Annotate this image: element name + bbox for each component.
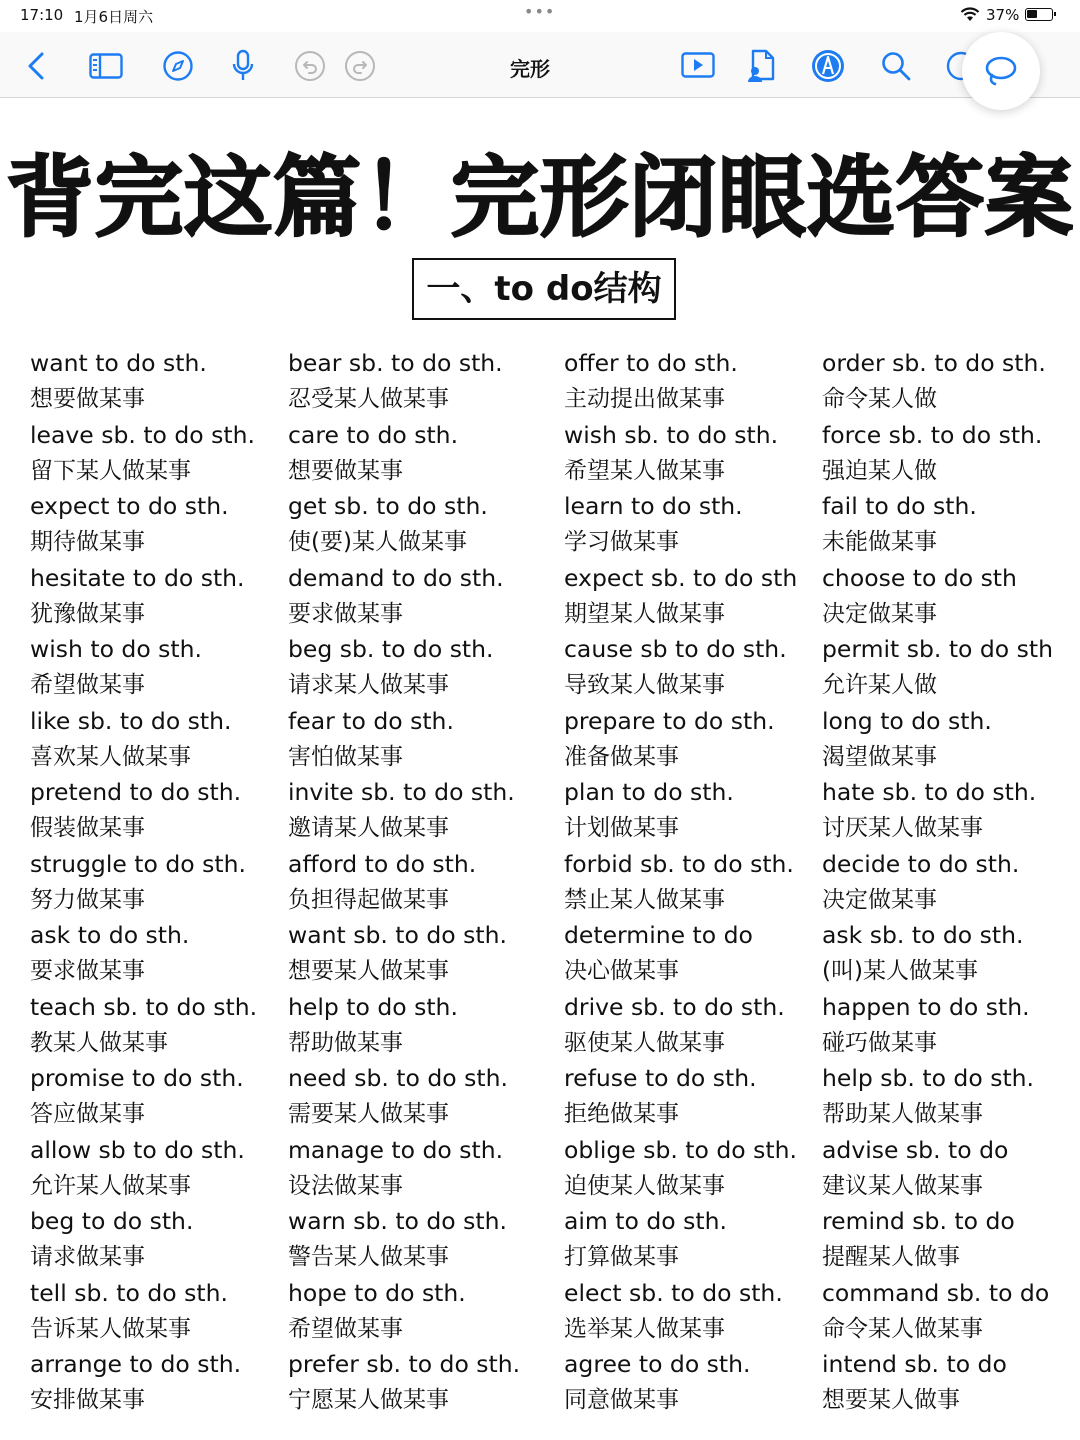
phrase-english: wish to do sth. (30, 635, 203, 663)
phrase-chinese: 决心做某事 (564, 958, 679, 984)
phrase-english: oblige sb. to do sth. (564, 1135, 797, 1164)
phrase-entry (30, 489, 257, 561)
phrase-english: agree to do sth. (564, 1350, 751, 1378)
phrase-chinese: 留下某人做某事 (30, 457, 191, 484)
phrase-english: help sb. to do sth. (822, 1064, 1035, 1092)
undo-button[interactable] (292, 48, 328, 84)
phrase-chinese: 计划做某事 (564, 815, 679, 841)
phrase-entry (822, 346, 1053, 418)
phrase-chinese: 允许某人做 (822, 672, 937, 698)
phrase-entry (288, 1276, 520, 1348)
comment-lasso-button[interactable] (962, 32, 1040, 110)
phrase-english: refuse to do sth. (564, 1064, 757, 1092)
phrase-english: prefer sb. to do sth. (288, 1350, 521, 1378)
phrase-entry (822, 704, 1053, 776)
phrase-entry (288, 990, 520, 1062)
phrase-entry (30, 990, 257, 1062)
phrase-english: beg sb. to do sth. (288, 635, 494, 663)
phrase-entry (288, 704, 520, 776)
phrase-chinese: 建议某人做某事 (822, 1172, 983, 1199)
phrase-entry (30, 775, 257, 847)
phrase-english: leave sb. to do sth. (30, 420, 255, 449)
undo-icon (294, 50, 326, 82)
phrase-english: care to do sth. (288, 420, 459, 449)
phrase-english: promise to do sth. (30, 1064, 244, 1092)
phrase-chinese: 邀请某人做某事 (288, 815, 449, 841)
phrase-entry (822, 418, 1053, 490)
compass-icon (162, 50, 194, 82)
phrase-entry (288, 1204, 520, 1276)
phrase-english: intend sb. to do (822, 1350, 1007, 1378)
phrase-entry (822, 990, 1053, 1062)
phrase-english: allow sb to do sth. (30, 1135, 245, 1164)
phrase-english: hate sb. to do sth. (822, 778, 1037, 806)
phrase-english: decide to do sth. (822, 849, 1020, 878)
phrase-entry (288, 489, 520, 561)
phrase-chinese: 请求某人做某事 (288, 672, 449, 698)
phrase-chinese: 讨厌某人做某事 (822, 815, 983, 841)
phrase-chinese: 害怕做某事 (288, 743, 403, 770)
phrase-chinese: 准备做某事 (564, 743, 679, 770)
phrase-english: warn sb. to do sth. (288, 1207, 507, 1235)
pencil-tip-circle-icon (810, 48, 846, 84)
phrase-english: cause sb to do sth. (564, 635, 787, 663)
phrase-entry (822, 1347, 1053, 1419)
phrase-entry (564, 704, 797, 776)
phrase-chinese: 帮助做某事 (288, 1029, 403, 1056)
phrase-english: teach sb. to do sth. (30, 992, 258, 1021)
phrase-entry (30, 1347, 257, 1419)
phrase-chinese: 决定做某事 (822, 600, 937, 627)
phrase-chinese: 允许某人做某事 (30, 1172, 191, 1199)
phrase-chinese: 帮助某人做某事 (822, 1101, 983, 1127)
phrase-entry (288, 1061, 520, 1133)
phrase-entry (822, 847, 1053, 919)
phrase-english: plan to do sth. (564, 778, 734, 806)
phrase-chinese: 未能做某事 (822, 529, 937, 555)
multitasking-dots-icon[interactable]: ••• (524, 2, 556, 21)
phrase-english: prepare to do sth. (564, 706, 775, 735)
phrase-entry (288, 847, 520, 919)
phrase-chinese: (叫)某人做某事 (822, 958, 978, 984)
phrase-entry (288, 561, 520, 633)
phrase-english: manage to do sth. (288, 1135, 504, 1164)
phrase-chinese: 想要某人做事 (822, 1387, 960, 1413)
phrase-english: remind sb. to do (822, 1207, 1015, 1235)
page-heading: 背完这篇！完形闭眼选答案 (5, 146, 1074, 249)
phrase-english: wish sb. to do sth. (564, 420, 779, 449)
phrase-entry (288, 1347, 520, 1419)
phrase-entry (30, 418, 257, 490)
phrase-chinese: 同意做某事 (564, 1387, 679, 1413)
phrase-english: afford to do sth. (288, 849, 477, 878)
phrase-entry (564, 418, 797, 490)
phrase-chinese: 使(要)某人做某事 (288, 529, 467, 555)
phrase-english: determine to do (564, 921, 753, 949)
phrase-english: forbid sb. to do sth. (564, 849, 794, 878)
phrase-chinese: 负担得起做某事 (288, 886, 449, 913)
phrase-chinese: 请求做某事 (30, 1244, 145, 1270)
phrase-chinese: 犹豫做某事 (30, 600, 145, 627)
phrase-chinese: 碰巧做某事 (822, 1029, 937, 1056)
phrase-chinese: 教某人做某事 (30, 1029, 168, 1056)
phrase-column-4 (822, 346, 1053, 1419)
phrase-entry (288, 632, 520, 704)
phrase-english: hope to do sth. (288, 1278, 466, 1307)
phrase-entry (822, 561, 1053, 633)
phrase-entry (564, 1347, 797, 1419)
phrase-entry (30, 918, 257, 990)
phrase-chinese: 提醒某人做事 (822, 1244, 960, 1270)
phrase-column-3 (564, 346, 797, 1419)
phrase-english: order sb. to do sth. (822, 349, 1046, 377)
phrase-english: beg to do sth. (30, 1207, 194, 1235)
phrase-entry (822, 489, 1053, 561)
phrase-english: force sb. to do sth. (822, 420, 1043, 449)
phrase-entry (30, 704, 257, 776)
phrase-entry (30, 632, 257, 704)
phrase-entry (564, 1133, 797, 1205)
phrase-entry (30, 1276, 257, 1348)
wifi-icon (960, 7, 980, 26)
phrase-entry (564, 346, 797, 418)
phrase-chinese: 主动提出做某事 (564, 386, 725, 412)
phrase-english: like sb. to do sth. (30, 706, 232, 735)
phrase-entry (564, 1204, 797, 1276)
navigator-button[interactable] (160, 48, 196, 84)
phrase-entry (288, 418, 520, 490)
phrase-chinese: 安排做某事 (30, 1387, 145, 1413)
lasso-icon (983, 54, 1019, 88)
phrase-english: demand to do sth. (288, 563, 504, 592)
section-heading: 一、to do结构 (412, 258, 676, 320)
phrase-entry (564, 990, 797, 1062)
phrase-entry (30, 561, 257, 633)
phrase-chinese: 喜欢某人做某事 (30, 743, 191, 770)
phrase-english: command sb. to do (822, 1278, 1050, 1307)
phrase-chinese: 努力做某事 (30, 886, 145, 913)
battery-icon (1025, 8, 1053, 21)
phrase-chinese: 想要某人做某事 (288, 958, 449, 984)
phrase-english: choose to do sth (822, 563, 1017, 592)
phrase-entry (288, 1133, 520, 1205)
phrase-chinese: 需要某人做某事 (288, 1101, 449, 1127)
phrase-entry (822, 775, 1053, 847)
phrase-chinese: 宁愿某人做某事 (288, 1387, 449, 1413)
battery-percent: 37% (986, 6, 1020, 24)
phrase-chinese: 选举某人做某事 (564, 1315, 725, 1342)
status-bar (0, 0, 1080, 32)
phrase-chinese: 期望某人做某事 (564, 600, 725, 627)
phrase-entry (30, 1061, 257, 1133)
back-button[interactable] (18, 48, 54, 84)
markup-button[interactable] (810, 48, 846, 84)
phrase-column-1 (30, 346, 257, 1419)
play-icon (681, 52, 715, 80)
phrase-chinese: 期待做某事 (30, 529, 145, 555)
phrase-chinese: 决定做某事 (822, 886, 937, 913)
phrase-entry (822, 1061, 1053, 1133)
phrase-chinese: 告诉某人做某事 (30, 1315, 191, 1342)
phrase-chinese: 驱使某人做某事 (564, 1029, 725, 1056)
phrase-english: want sb. to do sth. (288, 921, 507, 949)
phrase-english: ask to do sth. (30, 921, 190, 949)
phrase-chinese: 迫使某人做某事 (564, 1172, 725, 1199)
phrase-english: offer to do sth. (564, 349, 738, 377)
phrase-english: pretend to do sth. (30, 778, 242, 806)
phrase-english: elect sb. to do sth. (564, 1278, 783, 1307)
phrase-entry (564, 1061, 797, 1133)
phrase-english: aim to do sth. (564, 1207, 727, 1235)
phrase-english: fail to do sth. (822, 492, 977, 520)
phrase-chinese: 希望做某事 (288, 1315, 403, 1342)
search-icon (881, 51, 911, 81)
phrase-english: tell sb. to do sth. (30, 1278, 228, 1307)
phrase-chinese: 设法做某事 (288, 1172, 403, 1199)
phrase-chinese: 拒绝做某事 (564, 1101, 679, 1127)
status-date: 1月6日周六 (74, 8, 154, 26)
phrase-chinese: 打算做某事 (564, 1244, 679, 1270)
phrase-entry (564, 918, 797, 990)
phrase-english: bear sb. to do sth. (288, 349, 503, 377)
status-time: 17:10 (20, 6, 64, 24)
phrase-entry (822, 1133, 1053, 1205)
phrase-chinese: 想要做某事 (288, 457, 403, 484)
phrase-english: permit sb. to do sth (822, 635, 1054, 663)
phrase-chinese: 渴望做某事 (822, 743, 937, 770)
phrase-english: ask sb. to do sth. (822, 921, 1024, 949)
phrase-chinese: 要求做某事 (30, 958, 145, 984)
phrase-english: help to do sth. (288, 992, 458, 1021)
phrase-english: want to do sth. (30, 349, 207, 377)
document-title[interactable]: 完形 (510, 57, 550, 81)
phrase-chinese: 强迫某人做 (822, 457, 937, 484)
phrase-entry (30, 847, 257, 919)
microphone-icon (231, 49, 255, 83)
phrase-entry (564, 1276, 797, 1348)
phrase-chinese: 忍受某人做某事 (288, 386, 449, 412)
redo-icon (344, 50, 376, 82)
document-person-icon (747, 49, 779, 83)
phrase-entry (30, 346, 257, 418)
phrase-english: struggle to do sth. (30, 849, 246, 878)
phrase-entry (564, 632, 797, 704)
phrase-chinese: 希望做某事 (30, 672, 145, 698)
phrase-chinese: 命令某人做某事 (822, 1315, 983, 1342)
toolbar (0, 32, 1080, 98)
phrase-column-2 (288, 346, 520, 1419)
phrase-chinese: 命令某人做 (822, 386, 937, 412)
phrase-english: hesitate to do sth. (30, 563, 245, 592)
share-document-button[interactable] (745, 48, 781, 84)
phrase-chinese: 想要做某事 (30, 386, 145, 412)
phrase-entry (30, 1133, 257, 1205)
search-button[interactable] (878, 48, 914, 84)
dictation-button[interactable] (225, 48, 261, 84)
phrase-english: expect to do sth. (30, 492, 229, 520)
phrase-chinese: 警告某人做某事 (288, 1244, 449, 1270)
phrase-english: fear to do sth. (288, 706, 454, 735)
sidebar-icon (89, 53, 123, 79)
phrase-entry (288, 918, 520, 990)
phrase-entry (564, 489, 797, 561)
phrase-entry (30, 1204, 257, 1276)
phrase-english: long to do sth. (822, 706, 992, 735)
phrase-entry (564, 775, 797, 847)
phrase-entry (822, 632, 1053, 704)
phrase-english: drive sb. to do sth. (564, 992, 785, 1021)
phrase-chinese: 学习做某事 (564, 529, 679, 555)
phrase-chinese: 禁止某人做某事 (564, 886, 725, 913)
sidebar-button[interactable] (88, 48, 124, 84)
phrase-chinese: 希望某人做某事 (564, 457, 725, 484)
slideshow-button[interactable] (680, 48, 716, 84)
phrase-english: arrange to do sth. (30, 1350, 242, 1378)
phrase-chinese: 要求做某事 (288, 600, 403, 627)
phrase-entry (288, 346, 520, 418)
phrase-english: get sb. to do sth. (288, 492, 488, 520)
phrase-chinese: 假装做某事 (30, 815, 145, 841)
phrase-chinese: 导致某人做某事 (564, 672, 725, 698)
redo-button[interactable] (342, 48, 378, 84)
phrase-english: happen to do sth. (822, 992, 1030, 1021)
phrase-entry (564, 847, 797, 919)
phrase-entry (288, 775, 520, 847)
chevron-left-icon (25, 51, 47, 81)
phrase-english: invite sb. to do sth. (288, 778, 515, 806)
phrase-entry (822, 918, 1053, 990)
phrase-english: learn to do sth. (564, 492, 743, 520)
phrase-english: advise sb. to do (822, 1135, 1009, 1164)
phrase-english: need sb. to do sth. (288, 1064, 508, 1092)
phrase-entry (822, 1204, 1053, 1276)
phrase-chinese: 答应做某事 (30, 1101, 145, 1127)
phrase-entry (564, 561, 797, 633)
phrase-english: expect sb. to do sth (564, 563, 798, 592)
phrase-entry (822, 1276, 1053, 1348)
